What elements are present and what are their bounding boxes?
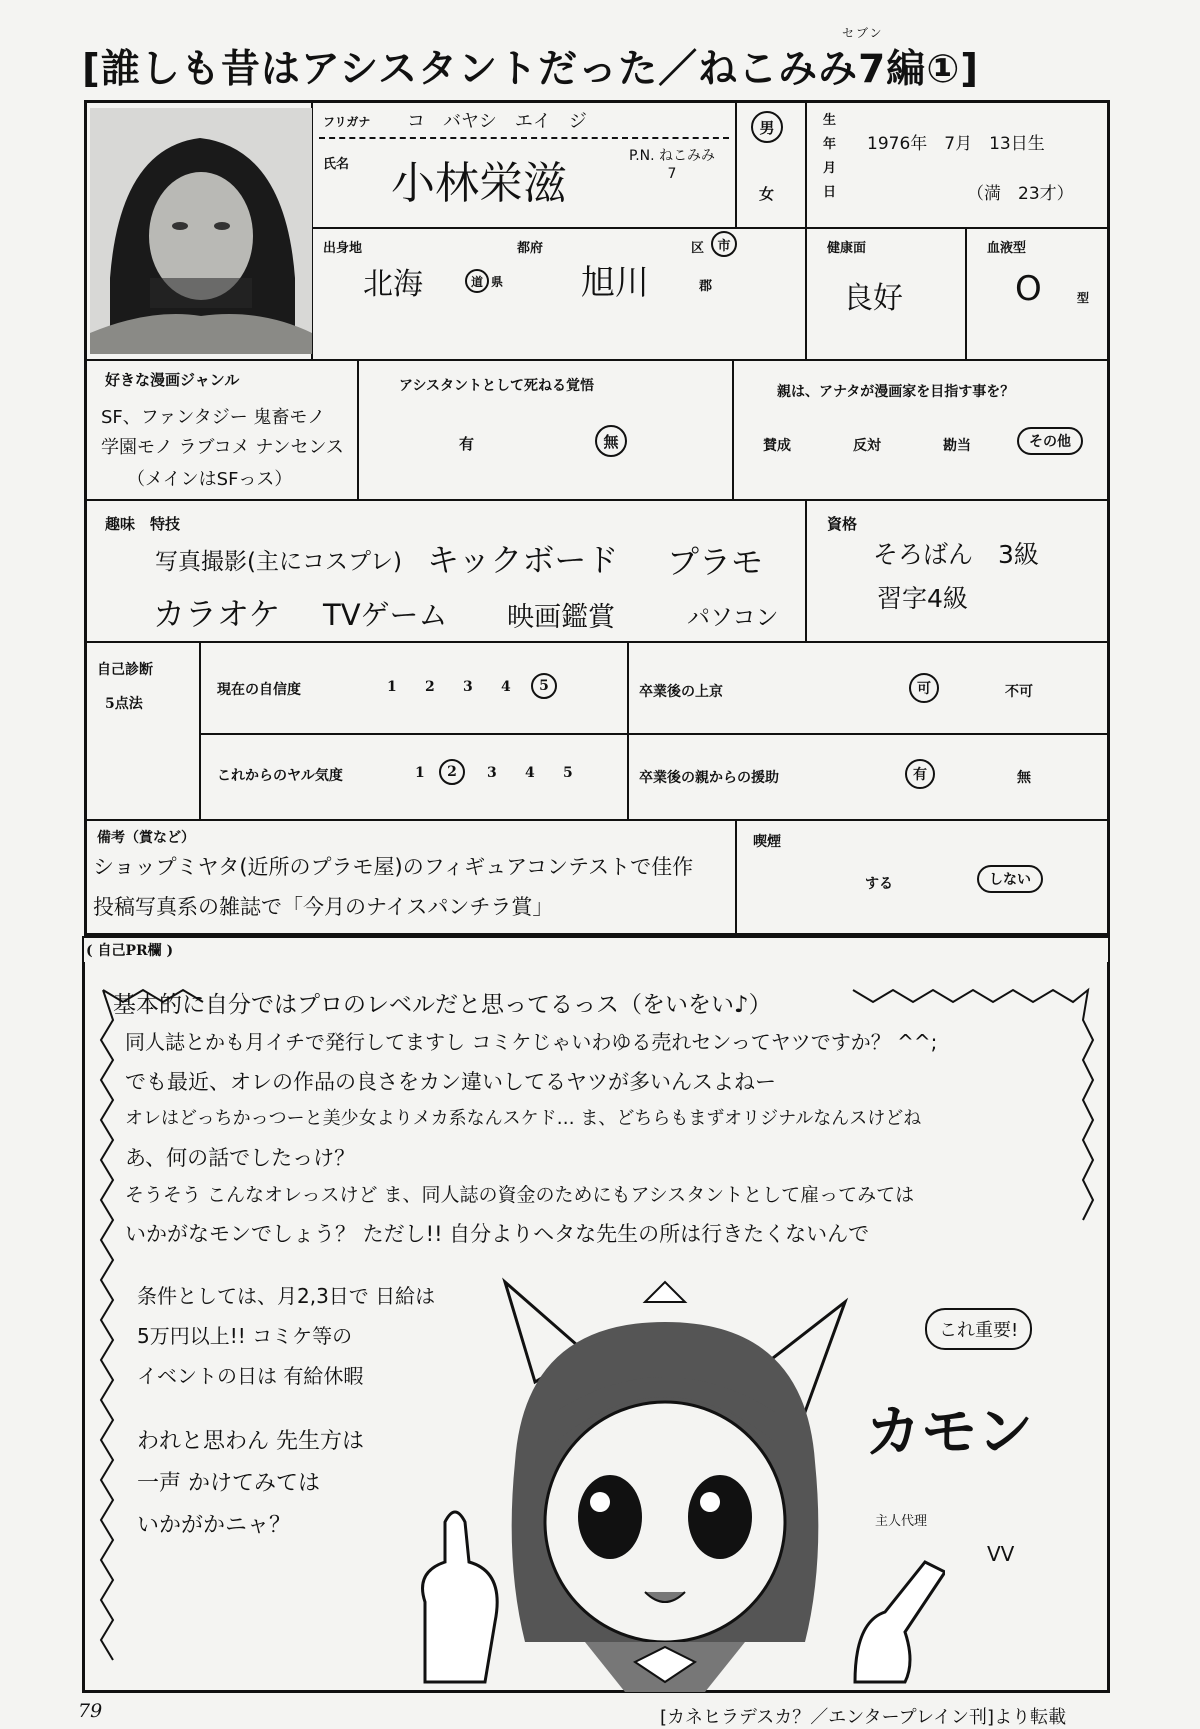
source-credit: [カネヒラデスカ？／エンタープレイン刊]より転載: [660, 1707, 1067, 1728]
resolve-no-circled: 無: [595, 425, 627, 457]
hobby-karaoke: カラオケ: [153, 595, 281, 633]
support-no: 無: [1017, 770, 1031, 786]
motivation-scale-4: 4: [525, 765, 535, 781]
parents-opt-oppose: 反対: [853, 438, 881, 454]
parents-label: 親は、アナタが漫画家を目指す事を？: [777, 384, 1015, 400]
confidence-scale-2: 2: [425, 679, 435, 695]
confidence-scale-5-circled: 5: [531, 673, 557, 699]
genre-line-1: SF、ファンタジー 鬼畜モノ: [101, 407, 326, 428]
pr-box: [82, 962, 1110, 1693]
divider: [199, 733, 1107, 735]
motivation-scale-2-circled: 2: [439, 759, 465, 785]
blood-suffix: 型: [1077, 291, 1090, 305]
furigana-label: フリガナ: [323, 115, 371, 129]
ku-label: 区: [691, 241, 705, 256]
tokyo-yes-circled: 可: [909, 673, 939, 703]
hobby-pc: パソコン: [687, 605, 779, 631]
pr-call-3: いかがかニャ？: [137, 1513, 292, 1538]
health-label: 健康面: [827, 241, 867, 256]
self-eval-label: 自己診断: [97, 662, 153, 678]
pr-line-7: いかがなモンでしょう？ ただし!! 自分よりヘタな先生の所は行きたくないんで: [125, 1222, 870, 1246]
pr-label: ( 自己PR欄 ): [86, 943, 174, 959]
age: （満 23才）: [967, 184, 1074, 204]
divider: [805, 227, 807, 359]
divider: [87, 499, 1107, 501]
motivation-scale-1: 1: [415, 765, 425, 781]
divider: [627, 641, 629, 819]
tokyo-label: 卒業後の上京: [639, 684, 723, 700]
notes-line-2: 投稿写真系の雑誌で「今月のナイスパンチラ賞」: [93, 895, 554, 919]
furigana-value: コ バヤシ エイ ジ: [407, 111, 587, 132]
hobby-tvgame: TVゲーム: [323, 598, 448, 632]
divider: [311, 227, 1107, 229]
pr-line-3: でも最近、オレの作品の良さをカン違いしてるヤツが多いんスよねー: [125, 1070, 776, 1094]
health-value: 良好: [843, 281, 903, 316]
hobby-label: 趣味 特技: [105, 515, 181, 533]
name-label: 氏名: [323, 157, 350, 172]
pref-suffix-label: 都府: [517, 241, 544, 256]
genre-line-2: 学園モノ ラブコメ ナンセンス: [101, 437, 344, 458]
self-eval-sub: 5点法: [105, 696, 143, 712]
prefecture-value: 北海: [363, 267, 423, 302]
pen-name: P.N. ねこみみ7: [628, 148, 716, 182]
divider: [87, 933, 1107, 935]
qualification-line-1: そろばん 3級: [873, 540, 1039, 569]
qualification-label: 資格: [827, 515, 858, 533]
divider: [87, 359, 1107, 361]
divider: [87, 641, 1107, 643]
birthplace-label: 出身地: [323, 241, 363, 256]
genre-label: 好きな漫画ジャンル: [105, 371, 240, 389]
smoke-yes: する: [865, 876, 893, 892]
tokyo-no: 不可: [1005, 684, 1033, 700]
divider: [87, 819, 1107, 821]
sex-male-circled: 男: [751, 111, 783, 143]
city-value: 旭川: [581, 263, 649, 303]
divider: [735, 819, 737, 933]
qualification-line-2: 習字4級: [877, 584, 968, 613]
resolve-yes: 有: [459, 435, 475, 453]
pr-line-6: そうそう こんなオレっスけど ま、同人誌の資金のためにもアシスタントとして雇ってみては: [125, 1184, 915, 1206]
resolve-label: アシスタントとして死ねる覚悟: [399, 378, 595, 394]
birth-label-2: 年: [823, 137, 837, 152]
support-yes-circled: 有: [905, 759, 935, 789]
divider: [82, 936, 84, 962]
pr-line-1: 基本的に自分ではプロのレベルだと思ってるっス（をいをい♪）: [113, 992, 772, 1018]
hobby-photo: 写真撮影(主にコスプレ): [155, 549, 403, 575]
sex-female: 女: [759, 185, 775, 203]
dou-circled: 道: [465, 269, 489, 293]
shi-circled: 市: [711, 231, 737, 257]
pr-line-5: あ、何の話でしたっけ？: [125, 1146, 356, 1170]
blood-value: O: [1015, 269, 1042, 309]
confidence-scale-1: 1: [387, 679, 397, 695]
ken-label: 県: [491, 275, 504, 289]
birth-label-3: 月: [823, 161, 837, 176]
speech-bubble: これ重要!: [925, 1308, 1032, 1350]
pr-line-2: 同人誌とかも月イチで発行してますし コミケじゃいわゆる売れセンってヤツですか？ ^^;: [125, 1030, 938, 1054]
divider: [732, 359, 734, 499]
confidence-scale-3: 3: [463, 679, 473, 695]
hobby-plamo: プラモ: [667, 543, 764, 581]
smoke-label: 喫煙: [753, 834, 781, 850]
divider: [735, 103, 737, 227]
hobby-movies: 映画鑑賞: [507, 602, 615, 633]
notes-line-1: ショップミヤタ(近所のプラモ屋)のフィギュアコンテストで佳作: [93, 855, 694, 879]
confidence-label: 現在の自信度: [217, 682, 301, 698]
birth-date: 1976年 7月 13日生: [867, 134, 1045, 154]
parents-opt-approve: 賛成: [763, 438, 791, 454]
come-on-text: カモン: [865, 1400, 1033, 1465]
pr-line-4: オレはどっちかっつーと美少女よりメカ系なんスケド… ま、どちらもまずオリジナルなんスけどね: [125, 1108, 922, 1129]
birth-label-1: 生: [823, 113, 837, 128]
page-number: 79: [78, 1700, 103, 1722]
motivation-label: これからのヤル気度: [217, 768, 343, 784]
confidence-scale-4: 4: [501, 679, 511, 695]
motivation-scale-3: 3: [487, 765, 497, 781]
divider: [805, 103, 807, 227]
catgirl-illustration: [385, 1262, 945, 1692]
pr-condition-2: 5万円以上!! コミケ等の: [137, 1324, 353, 1348]
name-value: 小林栄滋: [391, 158, 567, 209]
parents-opt-disown: 勘当: [943, 438, 971, 454]
birth-label-4: 日: [823, 185, 837, 200]
divider: [1108, 936, 1110, 962]
title-ruby: セブン: [842, 26, 884, 40]
divider: [805, 499, 807, 641]
pr-call-2: 一声 かけてみては: [137, 1471, 320, 1496]
dashed-divider: [319, 137, 729, 139]
notes-label: 備考（賞など）: [97, 830, 195, 846]
pr-call-1: われと思わん 先生方は: [137, 1429, 364, 1454]
divider: [199, 641, 201, 819]
page-title: [誰しも昔はアシスタントだった／ねこみみ7編①]: [82, 47, 980, 92]
support-label: 卒業後の親からの援助: [639, 770, 779, 786]
divider: [965, 227, 967, 359]
pr-condition-1: 条件としては、月2,3日で 日給は: [137, 1284, 436, 1308]
smoke-no-circled: しない: [977, 865, 1043, 893]
pr-condition-3: イベントの日は 有給休暇: [137, 1364, 364, 1388]
divider: [357, 359, 359, 499]
parents-opt-other-circled: その他: [1017, 427, 1083, 455]
portrait-photo: [90, 108, 312, 354]
vv-text: VV: [987, 1542, 1015, 1566]
blood-label: 血液型: [987, 241, 1027, 256]
genre-line-3: （メインはSFっス）: [127, 469, 293, 490]
proxy-text: 主人代理: [875, 1514, 928, 1529]
gun-label: 郡: [699, 279, 713, 294]
hobby-kickboard: キックボード: [427, 541, 619, 579]
motivation-scale-5: 5: [563, 765, 573, 781]
